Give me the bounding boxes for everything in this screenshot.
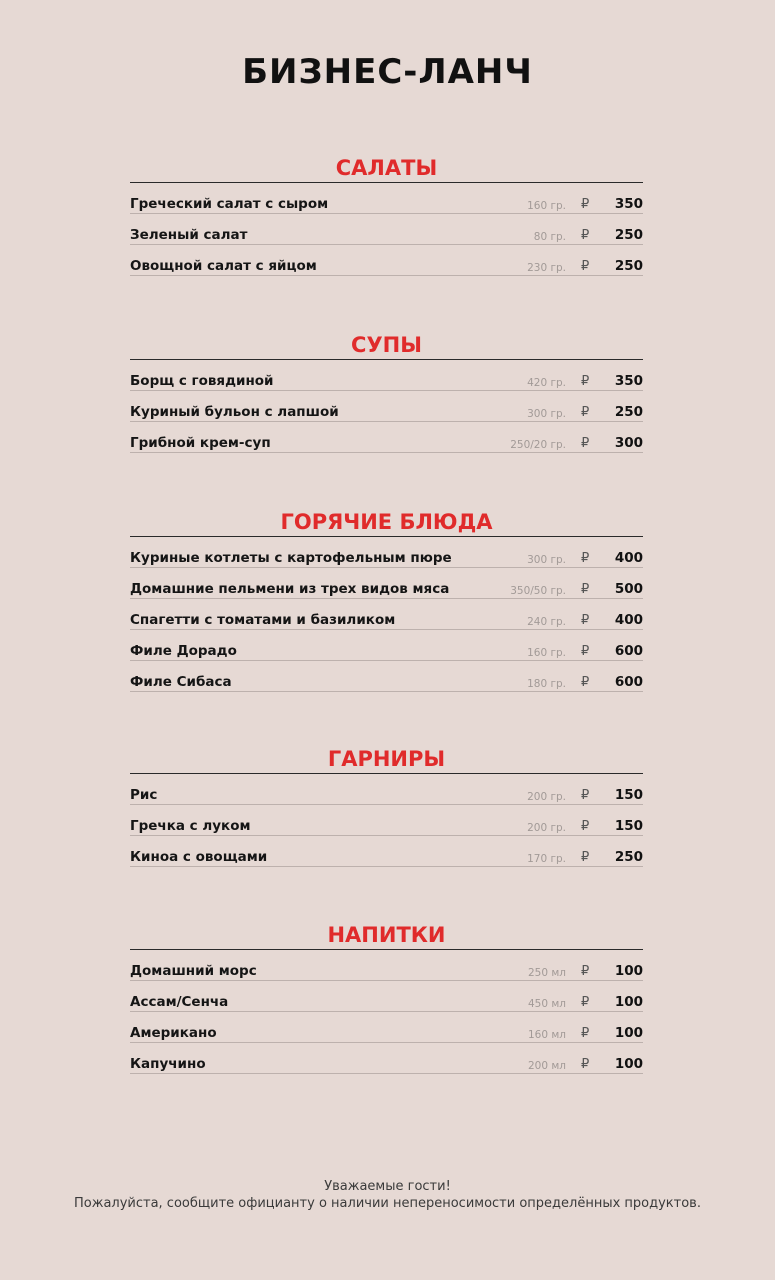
- item-price: 250: [614, 227, 643, 243]
- ruble-icon: ₽: [581, 995, 590, 1010]
- menu-item: [130, 423, 643, 453]
- ruble-icon: ₽: [581, 436, 590, 451]
- item-weight: 240 гр.: [527, 616, 566, 628]
- menu-item: [130, 982, 643, 1012]
- item-price: 150: [614, 787, 643, 803]
- item-name: Грибной крем-суп: [130, 435, 271, 451]
- section-divider: [130, 949, 643, 950]
- menu-item: [130, 392, 643, 422]
- section-title: ГОРЯЧИЕ БЛЮДА: [280, 510, 493, 534]
- item-name: Домашние пельмени из трех видов мяса: [130, 581, 450, 597]
- ruble-icon: ₽: [581, 1026, 590, 1041]
- item-weight: 200 гр.: [527, 791, 566, 803]
- ruble-icon: ₽: [581, 644, 590, 659]
- item-price: 100: [614, 1025, 643, 1041]
- item-weight: 450 мл: [527, 998, 566, 1010]
- item-name: Филе Сибаса: [130, 674, 232, 690]
- page-title: БИЗНЕС-ЛАНЧ: [242, 52, 533, 92]
- item-price: 100: [614, 1056, 643, 1072]
- menu-item: [130, 600, 643, 630]
- item-price: 600: [614, 674, 643, 690]
- menu-item: [130, 215, 643, 245]
- menu-item: [130, 1013, 643, 1043]
- section-title: ГАРНИРЫ: [327, 747, 446, 771]
- item-weight: 160 мл: [527, 1029, 566, 1041]
- item-price: 350: [614, 373, 643, 389]
- item-weight: 160 гр.: [527, 647, 566, 659]
- ruble-icon: ₽: [581, 582, 590, 597]
- menu-item: [130, 1044, 643, 1074]
- ruble-icon: ₽: [581, 197, 590, 212]
- item-weight: 250/20 гр.: [510, 439, 566, 451]
- item-price: 100: [614, 994, 643, 1010]
- item-weight: 230 гр.: [527, 262, 566, 274]
- ruble-icon: ₽: [581, 613, 590, 628]
- menu-item: [130, 569, 643, 599]
- menu-item: [130, 662, 643, 692]
- menu-item: [130, 246, 643, 276]
- section-title: САЛАТЫ: [335, 156, 438, 180]
- item-name: Гречка с луком: [130, 818, 251, 834]
- ruble-icon: ₽: [581, 964, 590, 979]
- item-name: Киноа с овощами: [130, 849, 268, 865]
- section-divider: [130, 359, 643, 360]
- item-price: 250: [614, 849, 643, 865]
- item-price: 400: [614, 550, 643, 566]
- item-weight: 180 гр.: [527, 678, 566, 690]
- item-name: Капучино: [130, 1056, 206, 1072]
- item-name: Овощной салат с яйцом: [130, 258, 317, 274]
- section-sides: [130, 747, 643, 867]
- menu-item: [130, 631, 643, 661]
- section-salads: [130, 156, 643, 276]
- section-soups: [130, 333, 643, 453]
- item-weight: 200 гр.: [527, 822, 566, 834]
- item-name: Американо: [130, 1025, 217, 1041]
- item-price: 350: [614, 196, 643, 212]
- ruble-icon: ₽: [581, 228, 590, 243]
- item-price: 250: [614, 258, 643, 274]
- menu-item: [130, 775, 643, 805]
- item-name: Куриные котлеты с картофельным пюре: [130, 550, 452, 566]
- item-name: Домашний морс: [130, 963, 257, 979]
- item-name: Зеленый салат: [130, 227, 248, 243]
- section-divider: [130, 536, 643, 537]
- ruble-icon: ₽: [581, 374, 590, 389]
- section-divider: [130, 773, 643, 774]
- item-name: Греческий салат с сыром: [130, 196, 329, 212]
- section-title: НАПИТКИ: [327, 923, 446, 947]
- item-name: Куриный бульон с лапшой: [130, 404, 339, 420]
- menu-item: [130, 361, 643, 391]
- ruble-icon: ₽: [581, 819, 590, 834]
- item-weight: 80 гр.: [533, 231, 566, 243]
- item-price: 300: [614, 435, 643, 451]
- item-name: Спагетти с томатами и базиликом: [130, 612, 396, 628]
- item-weight: 300 гр.: [527, 554, 566, 566]
- menu-item: [130, 538, 643, 568]
- section-drinks: [130, 923, 643, 1074]
- ruble-icon: ₽: [581, 675, 590, 690]
- menu-item: [130, 951, 643, 981]
- item-price: 250: [614, 404, 643, 420]
- ruble-icon: ₽: [581, 259, 590, 274]
- section-hot-dishes: [130, 510, 643, 692]
- item-name: Ассам/Сенча: [130, 994, 229, 1010]
- item-price: 100: [614, 963, 643, 979]
- menu-item: [130, 837, 643, 867]
- allergy-notice: [0, 1178, 775, 1212]
- item-weight: 420 гр.: [527, 377, 566, 389]
- ruble-icon: ₽: [581, 850, 590, 865]
- ruble-icon: ₽: [581, 405, 590, 420]
- item-weight: 170 гр.: [527, 853, 566, 865]
- item-weight: 200 мл: [527, 1060, 566, 1072]
- ruble-icon: ₽: [581, 551, 590, 566]
- item-weight: 350/50 гр.: [510, 585, 566, 597]
- menu-item: [130, 184, 643, 214]
- ruble-icon: ₽: [581, 1057, 590, 1072]
- item-price: 400: [614, 612, 643, 628]
- section-divider: [130, 182, 643, 183]
- item-name: Филе Дорадо: [130, 643, 237, 659]
- item-name: Рис: [130, 787, 158, 803]
- item-name: Борщ с говядиной: [130, 373, 274, 389]
- item-price: 500: [614, 581, 643, 597]
- item-weight: 160 гр.: [527, 200, 566, 212]
- item-weight: 250 мл: [527, 967, 566, 979]
- section-title: СУПЫ: [351, 333, 422, 357]
- footer-message: Пожалуйста, сообщите официанту о наличии непереносимости определённых продуктов.: [74, 1196, 701, 1211]
- ruble-icon: ₽: [581, 788, 590, 803]
- menu-item: [130, 806, 643, 836]
- item-weight: 300 гр.: [527, 408, 566, 420]
- item-price: 600: [614, 643, 643, 659]
- footer-greeting: Уважаемые гости!: [324, 1179, 451, 1194]
- item-price: 150: [614, 818, 643, 834]
